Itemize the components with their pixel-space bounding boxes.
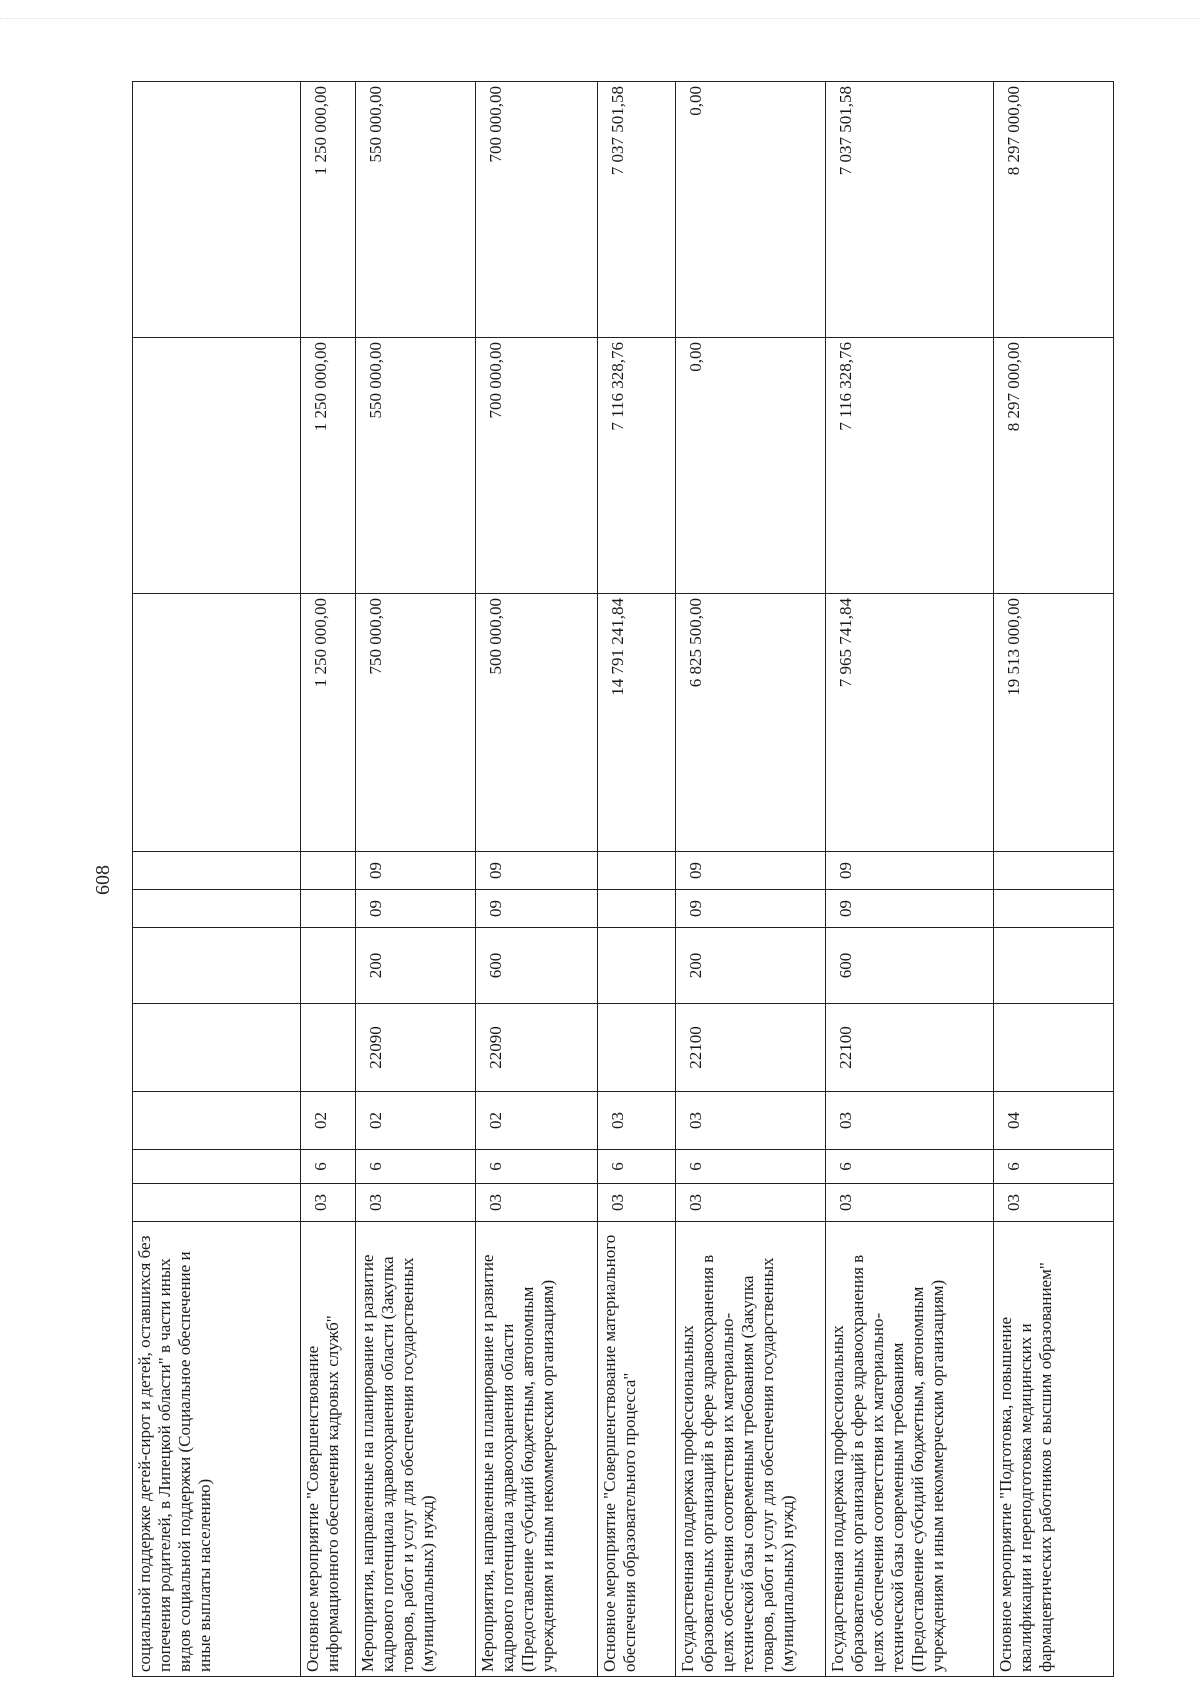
code-subsection bbox=[598, 852, 676, 890]
rotated-table-wrapper bbox=[132, 82, 1082, 1677]
value-year-1: 6 825 500,00 bbox=[676, 594, 826, 852]
code-event: 02 bbox=[301, 1092, 356, 1150]
value-year-1: 14 791 241,84 bbox=[598, 594, 676, 852]
value-year-1: 7 965 741,84 bbox=[826, 594, 994, 852]
table-row bbox=[598, 82, 676, 1677]
value-year-3: 550 000,00 bbox=[356, 82, 476, 338]
code-event bbox=[133, 1092, 301, 1150]
code-section: 09 bbox=[356, 890, 476, 928]
value-year-3: 7 037 501,58 bbox=[598, 82, 676, 338]
table-row bbox=[356, 82, 476, 1677]
code-subprogram bbox=[133, 1150, 301, 1184]
code-direction bbox=[994, 1004, 1114, 1092]
code-event: 04 bbox=[994, 1092, 1114, 1150]
code-program: 03 bbox=[676, 1184, 826, 1222]
value-year-1 bbox=[133, 594, 301, 852]
code-section bbox=[994, 890, 1114, 928]
scan-top-edge bbox=[0, 0, 1200, 19]
code-subsection bbox=[301, 852, 356, 890]
code-subsection: 09 bbox=[826, 852, 994, 890]
code-expense-type bbox=[598, 928, 676, 1004]
value-year-2: 0,00 bbox=[676, 338, 826, 594]
budget-table-body bbox=[133, 82, 1114, 1677]
code-direction: 22090 bbox=[356, 1004, 476, 1092]
code-section bbox=[133, 890, 301, 928]
code-expense-type bbox=[301, 928, 356, 1004]
row-description: Основное мероприятие "Подготовка, повышение квалификации и переподготовка медицинских и фармацевтических работников с высшим образованием" bbox=[994, 1222, 1114, 1677]
code-direction bbox=[301, 1004, 356, 1092]
code-subprogram: 6 bbox=[598, 1150, 676, 1184]
code-program: 03 bbox=[994, 1184, 1114, 1222]
table-row bbox=[994, 82, 1114, 1677]
row-description: социальной поддержке детей-сирот и детей, оставшихся без попечения родителей, в Липецкой области" в части иных видов социальной поддержки (Социальное обеспечение и иные выплаты населению) bbox=[133, 1222, 301, 1677]
budget-table bbox=[132, 81, 1114, 1677]
code-subprogram: 6 bbox=[301, 1150, 356, 1184]
value-year-3: 1 250 000,00 bbox=[301, 82, 356, 338]
code-program: 03 bbox=[826, 1184, 994, 1222]
code-subprogram: 6 bbox=[476, 1150, 598, 1184]
code-subsection: 09 bbox=[476, 852, 598, 890]
code-direction: 22090 bbox=[476, 1004, 598, 1092]
code-event: 02 bbox=[476, 1092, 598, 1150]
page-number: 608 bbox=[92, 865, 114, 895]
code-subsection: 09 bbox=[676, 852, 826, 890]
code-subprogram: 6 bbox=[826, 1150, 994, 1184]
code-direction bbox=[598, 1004, 676, 1092]
value-year-2: 7 116 328,76 bbox=[826, 338, 994, 594]
code-expense-type: 600 bbox=[476, 928, 598, 1004]
code-program: 03 bbox=[356, 1184, 476, 1222]
code-expense-type bbox=[133, 928, 301, 1004]
code-expense-type: 600 bbox=[826, 928, 994, 1004]
row-description: Основное мероприятие "Совершенствование материального обеспечения образовательного процесса" bbox=[598, 1222, 676, 1677]
row-description: Мероприятия, направленные на планирование и развитие кадрового потенциала здравоохранения области (Предоставление субсидий бюджетным, автономным учреждениям и иным некоммерческим организациям) bbox=[476, 1222, 598, 1677]
value-year-2: 1 250 000,00 bbox=[301, 338, 356, 594]
row-description: Государственная поддержка профессиональных образовательных организаций в сфере здравоохранения в целях обеспечения соответствия их материально-технической базы современным требованиям (Предоставление субсидий бюджетным, автономным учреждениям и иным некоммерческим организациям) bbox=[826, 1222, 994, 1677]
value-year-3: 0,00 bbox=[676, 82, 826, 338]
code-section: 09 bbox=[676, 890, 826, 928]
value-year-2: 550 000,00 bbox=[356, 338, 476, 594]
table-row bbox=[826, 82, 994, 1677]
code-direction: 22100 bbox=[826, 1004, 994, 1092]
value-year-2: 700 000,00 bbox=[476, 338, 598, 594]
code-subsection: 09 bbox=[356, 852, 476, 890]
code-expense-type: 200 bbox=[356, 928, 476, 1004]
code-program: 03 bbox=[598, 1184, 676, 1222]
value-year-2: 8 297 000,00 bbox=[994, 338, 1114, 594]
code-program: 03 bbox=[301, 1184, 356, 1222]
table-row bbox=[133, 82, 301, 1677]
code-event: 03 bbox=[598, 1092, 676, 1150]
table-row bbox=[301, 82, 356, 1677]
code-event: 02 bbox=[356, 1092, 476, 1150]
code-direction bbox=[133, 1004, 301, 1092]
code-section bbox=[301, 890, 356, 928]
code-subprogram: 6 bbox=[356, 1150, 476, 1184]
code-program: 03 bbox=[476, 1184, 598, 1222]
code-event: 03 bbox=[676, 1092, 826, 1150]
code-subsection bbox=[994, 852, 1114, 890]
code-event: 03 bbox=[826, 1092, 994, 1150]
code-section: 09 bbox=[476, 890, 598, 928]
row-description: Основное мероприятие "Совершенствование информационного обеспечения кадровых служб" bbox=[301, 1222, 356, 1677]
value-year-1: 1 250 000,00 bbox=[301, 594, 356, 852]
table-row bbox=[476, 82, 598, 1677]
table-row bbox=[676, 82, 826, 1677]
row-description: Мероприятия, направленные на планирование и развитие кадрового потенциала здравоохранения области (Закупка товаров, работ и услуг для обеспечения государственных (муниципальных) нужд) bbox=[356, 1222, 476, 1677]
value-year-3: 8 297 000,00 bbox=[994, 82, 1114, 338]
value-year-1: 750 000,00 bbox=[356, 594, 476, 852]
value-year-3: 700 000,00 bbox=[476, 82, 598, 338]
row-description: Государственная поддержка профессиональных образовательных организаций в сфере здравоохранения в целях обеспечения соответствия их материально-технической базы современным требованиям (Закупка товаров, работ и услуг для обеспечения государственных (муниципальных) нужд) bbox=[676, 1222, 826, 1677]
code-subsection bbox=[133, 852, 301, 890]
code-program bbox=[133, 1184, 301, 1222]
value-year-2 bbox=[133, 338, 301, 594]
code-subprogram: 6 bbox=[994, 1150, 1114, 1184]
value-year-2: 7 116 328,76 bbox=[598, 338, 676, 594]
code-section: 09 bbox=[826, 890, 994, 928]
code-expense-type: 200 bbox=[676, 928, 826, 1004]
code-subprogram: 6 bbox=[676, 1150, 826, 1184]
value-year-1: 19 513 000,00 bbox=[994, 594, 1114, 852]
code-expense-type bbox=[994, 928, 1114, 1004]
value-year-3 bbox=[133, 82, 301, 338]
value-year-1: 500 000,00 bbox=[476, 594, 598, 852]
code-section bbox=[598, 890, 676, 928]
value-year-3: 7 037 501,58 bbox=[826, 82, 994, 338]
code-direction: 22100 bbox=[676, 1004, 826, 1092]
